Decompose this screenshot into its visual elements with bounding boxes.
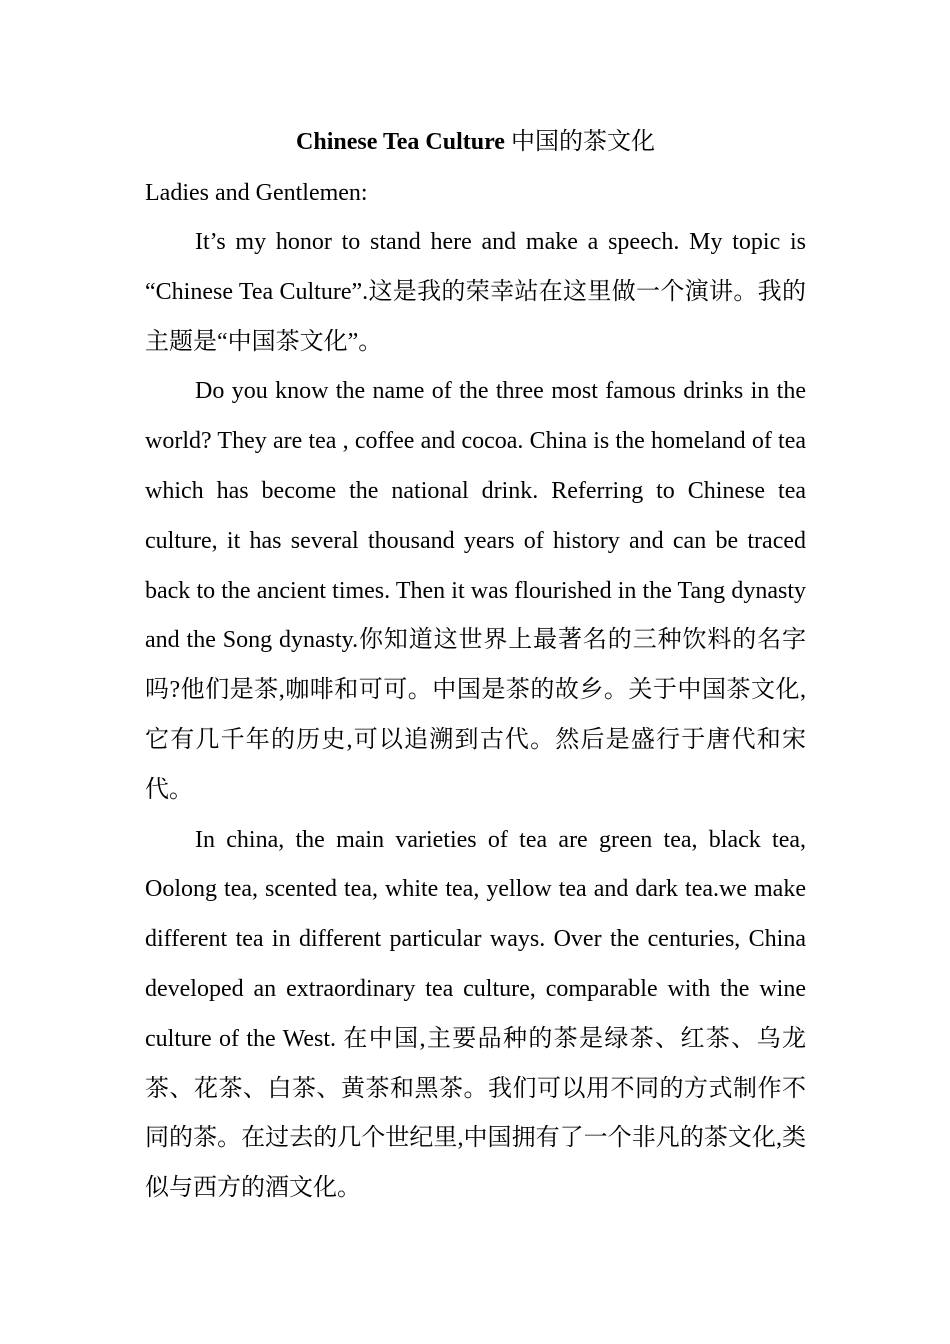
title-chinese: 中国的茶文化 bbox=[504, 129, 655, 155]
salutation: Ladies and Gentlemen: bbox=[145, 180, 368, 206]
title-english: Chinese Tea Culture bbox=[296, 129, 505, 155]
document-body bbox=[145, 116, 806, 1214]
paragraph-varieties: In china, the main varieties of tea are green tea, black tea, Oolong tea, scented tea, white tea, yellow tea and dark tea.we make different tea in different particular ways. Over the centuries, China developed an extraordinary tea culture, comparable with the wine culture of the West. 在中国,主要品种的茶是绿茶、红茶、乌龙茶、花茶、白茶、黄茶和黑茶。我们可以用不同的方式制作不同的茶。在过去的几个世纪里,中国拥有了一个非凡的茶文化,类似与西方的酒文化。 bbox=[145, 826, 806, 1202]
paragraph-intro: It’s my honor to stand here and make a speech. My topic is “Chinese Tea Culture”.这是我的荣幸站在这里做一个演讲。我的主题是“中国茶文化”。 bbox=[145, 229, 806, 355]
page-title bbox=[145, 116, 806, 168]
paragraph-history: Do you know the name of the three most famous drinks in the world? They are tea , coffee and cocoa. China is the homeland of tea which has become the national drink. Referring to Chinese tea culture, it has several thousand years of history and can be traced back to the ancient times. Then it was flourished in the Tang dynasty and the Song dynasty.你知道这世界上最著名的三种饮料的名字吗?他们是茶,咖啡和可可。中国是茶的故乡。关于中国茶文化,它有几千年的历史,可以追溯到古代。然后是盛行于唐代和宋代。 bbox=[145, 378, 806, 803]
